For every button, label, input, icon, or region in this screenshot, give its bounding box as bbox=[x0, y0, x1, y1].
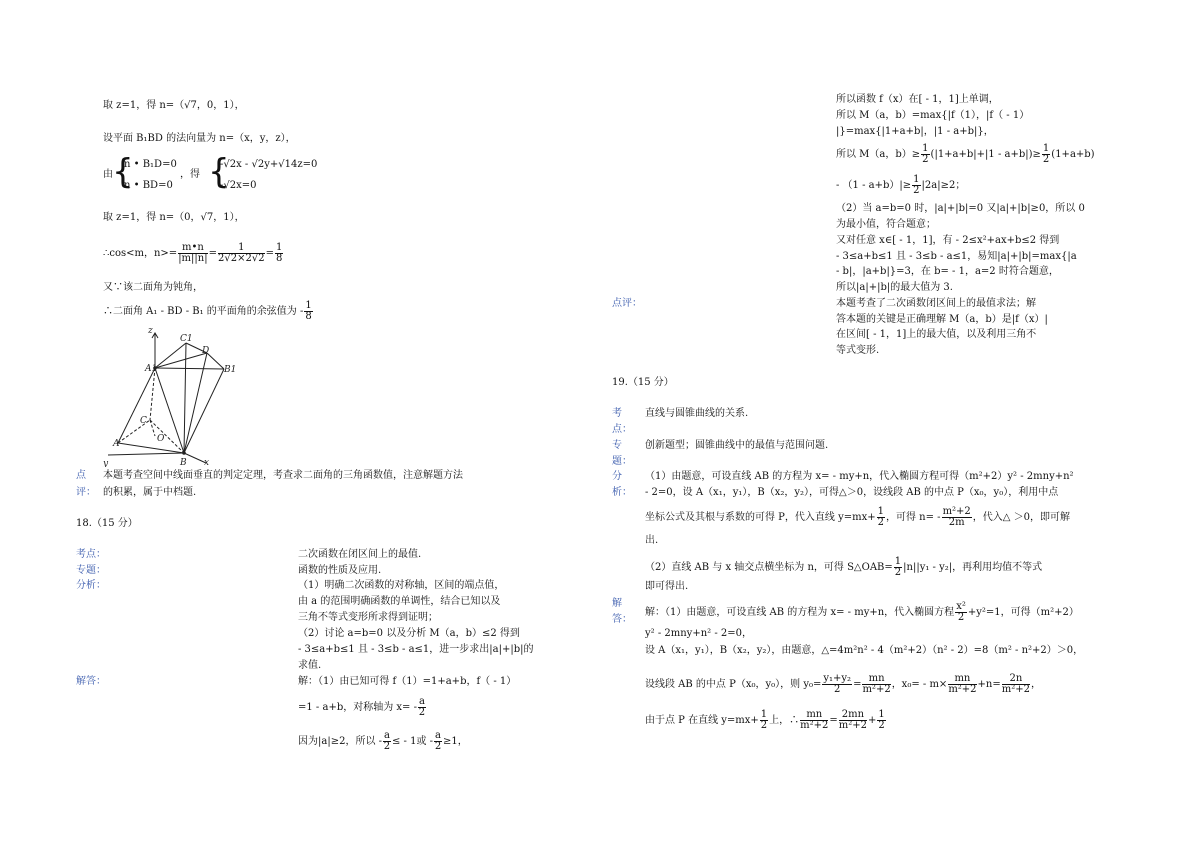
q18-zhuanti: 函数的性质及应用. bbox=[298, 565, 382, 576]
q19-fenxi-label-2: 析： bbox=[612, 487, 632, 498]
system-eq-a1: n • B₁D=0 bbox=[124, 159, 177, 170]
line-obtuse: 又∵该二面角为钝角， bbox=[103, 282, 203, 293]
label-a1: A1 bbox=[145, 364, 158, 374]
comment-line-2: 的积累，属于中档题. bbox=[103, 487, 197, 498]
line-normal-n2: 取 z=1，得 n=（0，√7，1）， bbox=[103, 212, 245, 223]
q18-fenxi-1: （1）明确二次函数的对称轴，区间的端点值， bbox=[298, 580, 505, 591]
r-dianping-4: 等式变形. bbox=[836, 345, 880, 356]
comment-label-1: 点 bbox=[76, 470, 86, 481]
system-prefix: 由 bbox=[103, 169, 113, 180]
prism-figure bbox=[100, 325, 240, 467]
q19-jieda-5: 由于点 P 在直线 y=mx+ $\frac{1}{2}$ 上，∴ $\frac{mn}{\text{m²+2}}$ = $\frac{2mn}{\text{m²+2}}$ + $\frac{1}{2}$ bbox=[645, 709, 885, 731]
label-c: C bbox=[140, 416, 147, 426]
r-line-2: 所以 M（a，b）=max{|f（1），|f（ - 1） bbox=[836, 110, 1030, 121]
comment-line-1: 本题考查空间中线面垂直的判定定理，考查求二面角的三角函数值，注意解题方法 bbox=[103, 470, 463, 481]
q19-fenxi-4: 出. bbox=[645, 535, 659, 546]
r-dianping-label: 点评： bbox=[612, 298, 642, 309]
q19-zhuanti: 创新题型；圆锥曲线中的最值与范围问题. bbox=[645, 440, 829, 451]
label-c1: C1 bbox=[180, 334, 193, 344]
q19-fenxi-label-1: 分 bbox=[612, 471, 622, 482]
q19-jieda-1: 解：（1）由题意，可设直线 AB 的方程为 x= - my+n，代入椭圆方程 $\frac{\text{x²}}{2}$ +y²=1，可得（m²+2） bbox=[645, 601, 1079, 623]
q18-jieda-3: 因为|a|≥2，所以 - $\frac{a}{2}$ ≤ - 1或 - $\frac{a}{2}$ ≥1， bbox=[298, 730, 468, 752]
q18-fenxi-4: （2）讨论 a=b=0 以及分析 M（a，b）≤2 得到 bbox=[298, 628, 520, 639]
r-line-8: 又对任意 x∈[ - 1，1]，有 - 2≤x²+ax+b≤2 得到 bbox=[836, 235, 1060, 246]
label-z: z bbox=[148, 326, 153, 336]
q18-jieda-label: 解答： bbox=[76, 676, 106, 687]
r-dianping-3: 在区间[ - 1，1]上的最大值，以及利用三角不 bbox=[836, 329, 1037, 340]
r-line-10: - b|，|a+b|}=3，在 b= - 1，a=2 时符合题意， bbox=[836, 266, 1059, 277]
x-axis bbox=[184, 453, 206, 463]
label-b: B bbox=[180, 458, 187, 467]
q19-kaodian-label-1: 考 bbox=[612, 408, 622, 419]
cos-formula: ∴cos<m，n>= $\frac{m•n}{|m||n|}$ = $\frac{1}{2√2\times 2√2}$ = $\frac{1}{8}$ bbox=[103, 242, 283, 264]
q18-zhuanti-label: 专题： bbox=[76, 565, 106, 576]
r-line-7: 为最小值，符合题意； bbox=[836, 219, 936, 230]
r-line-1: 所以函数 f（x）在[ - 1，1]上单调， bbox=[836, 94, 999, 105]
q18-fenxi-5: - 3≤a+b≤1 且 - 3≤b - a≤1，进一步求出|a|+|b|的 bbox=[298, 644, 534, 655]
q19-jieda-2: y² - 2mny+n² - 2=0， bbox=[645, 628, 752, 639]
system-eq-a2: n • BD=0 bbox=[124, 180, 173, 191]
q19-fenxi-5: （2）直线 AB 与 x 轴交点横坐标为 n，可得 S△OAB= $\frac{1}{2}$ |n||y₁ - y₂|，再利用均值不等式 bbox=[645, 556, 1043, 578]
q18-jieda-1: 解：（1）由已知可得 f（1）=1+a+b，f（ - 1） bbox=[298, 676, 517, 687]
label-o: O bbox=[157, 434, 165, 444]
q19-jieda-label-1: 解 bbox=[612, 598, 622, 609]
q19-kaodian-label-2: 点： bbox=[612, 424, 632, 435]
system-eq-b2: -√2x=0 bbox=[220, 180, 257, 191]
label-a: A bbox=[113, 439, 120, 449]
q18-jieda-2: =1 - a+b，对称轴为 x= - $\frac{a}{2}$ bbox=[298, 696, 426, 718]
r-line-9: - 3≤a+b≤1 且 - 3≤b - a≤1，易知|a|+|b|=max{|a bbox=[836, 251, 1077, 262]
comment-label-2: 评： bbox=[76, 487, 96, 498]
q19-kaodian: 直线与圆锥曲线的关系. bbox=[645, 408, 749, 419]
brace-2: { bbox=[208, 152, 230, 192]
q18-fenxi-3: 三角不等式变形所求得到证明； bbox=[298, 612, 438, 623]
r-line-5: - （1 - a+b）|≥ $\frac{1}{2}$ |2a|≥2； bbox=[836, 174, 966, 196]
y-axis bbox=[108, 453, 184, 455]
q18-fenxi-label: 分析： bbox=[76, 580, 106, 591]
label-d: D bbox=[202, 346, 210, 356]
q19-jieda-4: 设线段 AB 的中点 P（x₀，y₀），则 y₀= $\frac{\text{y₁+y₂}}{2}$ = $\frac{mn}{\text{m²+2}}$ ，x₀= - m× $\frac{mn}{\text{m²+2}}$ +n= $\frac{2n}{\text{m²+2}}$ ， bbox=[645, 673, 1041, 695]
q18-kaodian: 二次函数在闭区间上的最值. bbox=[298, 549, 422, 560]
q19-zhuanti-label-1: 专 bbox=[612, 440, 622, 451]
q19-zhuanti-label-2: 题： bbox=[612, 456, 632, 467]
q19-fenxi-6: 即可得出. bbox=[645, 581, 689, 592]
q18-kaodian-label: 考点： bbox=[76, 549, 106, 560]
q19-fenxi-1: （1）由题意，可设直线 AB 的方程为 x= - my+n，代入椭圆方程可得（m²+2）y² - 2mny+n² bbox=[645, 471, 1074, 482]
line-conclusion: ∴二面角 A₁ - BD - B₁ 的平面角的余弦值为 - $\frac{1}{8}$ bbox=[103, 300, 312, 322]
question-19-title: 19.（15 分） bbox=[612, 377, 674, 388]
question-18-title: 18.（15 分） bbox=[76, 518, 138, 529]
q19-fenxi-2: - 2=0，设 A（x₁，y₁），B（x₂，y₂），可得△＞0，设线段 AB 的中点 P（x₀，y₀），利用中点 bbox=[645, 487, 1059, 498]
label-b1: B1 bbox=[224, 365, 237, 375]
line-normal-n: 取 z=1，得 n=（√7，0，1）， bbox=[103, 100, 245, 111]
r-line-4: 所以 M（a，b）≥ $\frac{1}{2}$ (|1+a+b|+|1 - a+b|)≥ $\frac{1}{2}$ (1+a+b) bbox=[836, 143, 1095, 165]
q18-fenxi-6: 求值. bbox=[298, 660, 322, 671]
r-line-11: 所以|a|+|b|的最大值为 3. bbox=[836, 282, 953, 293]
q19-jieda-3: 设 A（x₁，y₁），B（x₂，y₂），由题意，△=4m²n² - 4（m²+2）（n² - 2）=8（m² - n²+2）＞0， bbox=[645, 645, 1084, 656]
system-eq-b1: -√2x - √2y+√14z=0 bbox=[220, 159, 318, 170]
system-mid: ，得 bbox=[180, 169, 200, 180]
q19-jieda-label-2: 答： bbox=[612, 614, 632, 625]
r-line-6: （2）当 a=b=0 时，|a|+|b|=0 又|a|+|b|≥0，所以 0 bbox=[836, 203, 1085, 214]
r-dianping-2: 答本题的关键是正确理解 M（a，b）是|f（x）| bbox=[836, 314, 1048, 325]
r-dianping-1: 本题考查了二次函数闭区间上的最值求法；解 bbox=[836, 298, 1036, 309]
r-line-3: |}=max{|1+a+b|，|1 - a+b|}， bbox=[836, 126, 994, 137]
q19-fenxi-3: 坐标公式及其根与系数的可得 P，代入直线 y=mx+ $\frac{1}{2}$ ，可得 n= - $\frac{\text{m²+2}}{2m}$ ，代入△ ＞0，即可解 bbox=[645, 506, 1071, 528]
label-y: y bbox=[103, 459, 109, 467]
label-x: x bbox=[204, 458, 210, 467]
line-plane-normal: 设平面 B₁BD 的法向量为 n=（x，y，z）， bbox=[103, 133, 296, 144]
q18-fenxi-2: 由 a 的范围明确函数的单调性，结合已知以及 bbox=[298, 596, 501, 607]
brace-1: { bbox=[112, 152, 134, 192]
